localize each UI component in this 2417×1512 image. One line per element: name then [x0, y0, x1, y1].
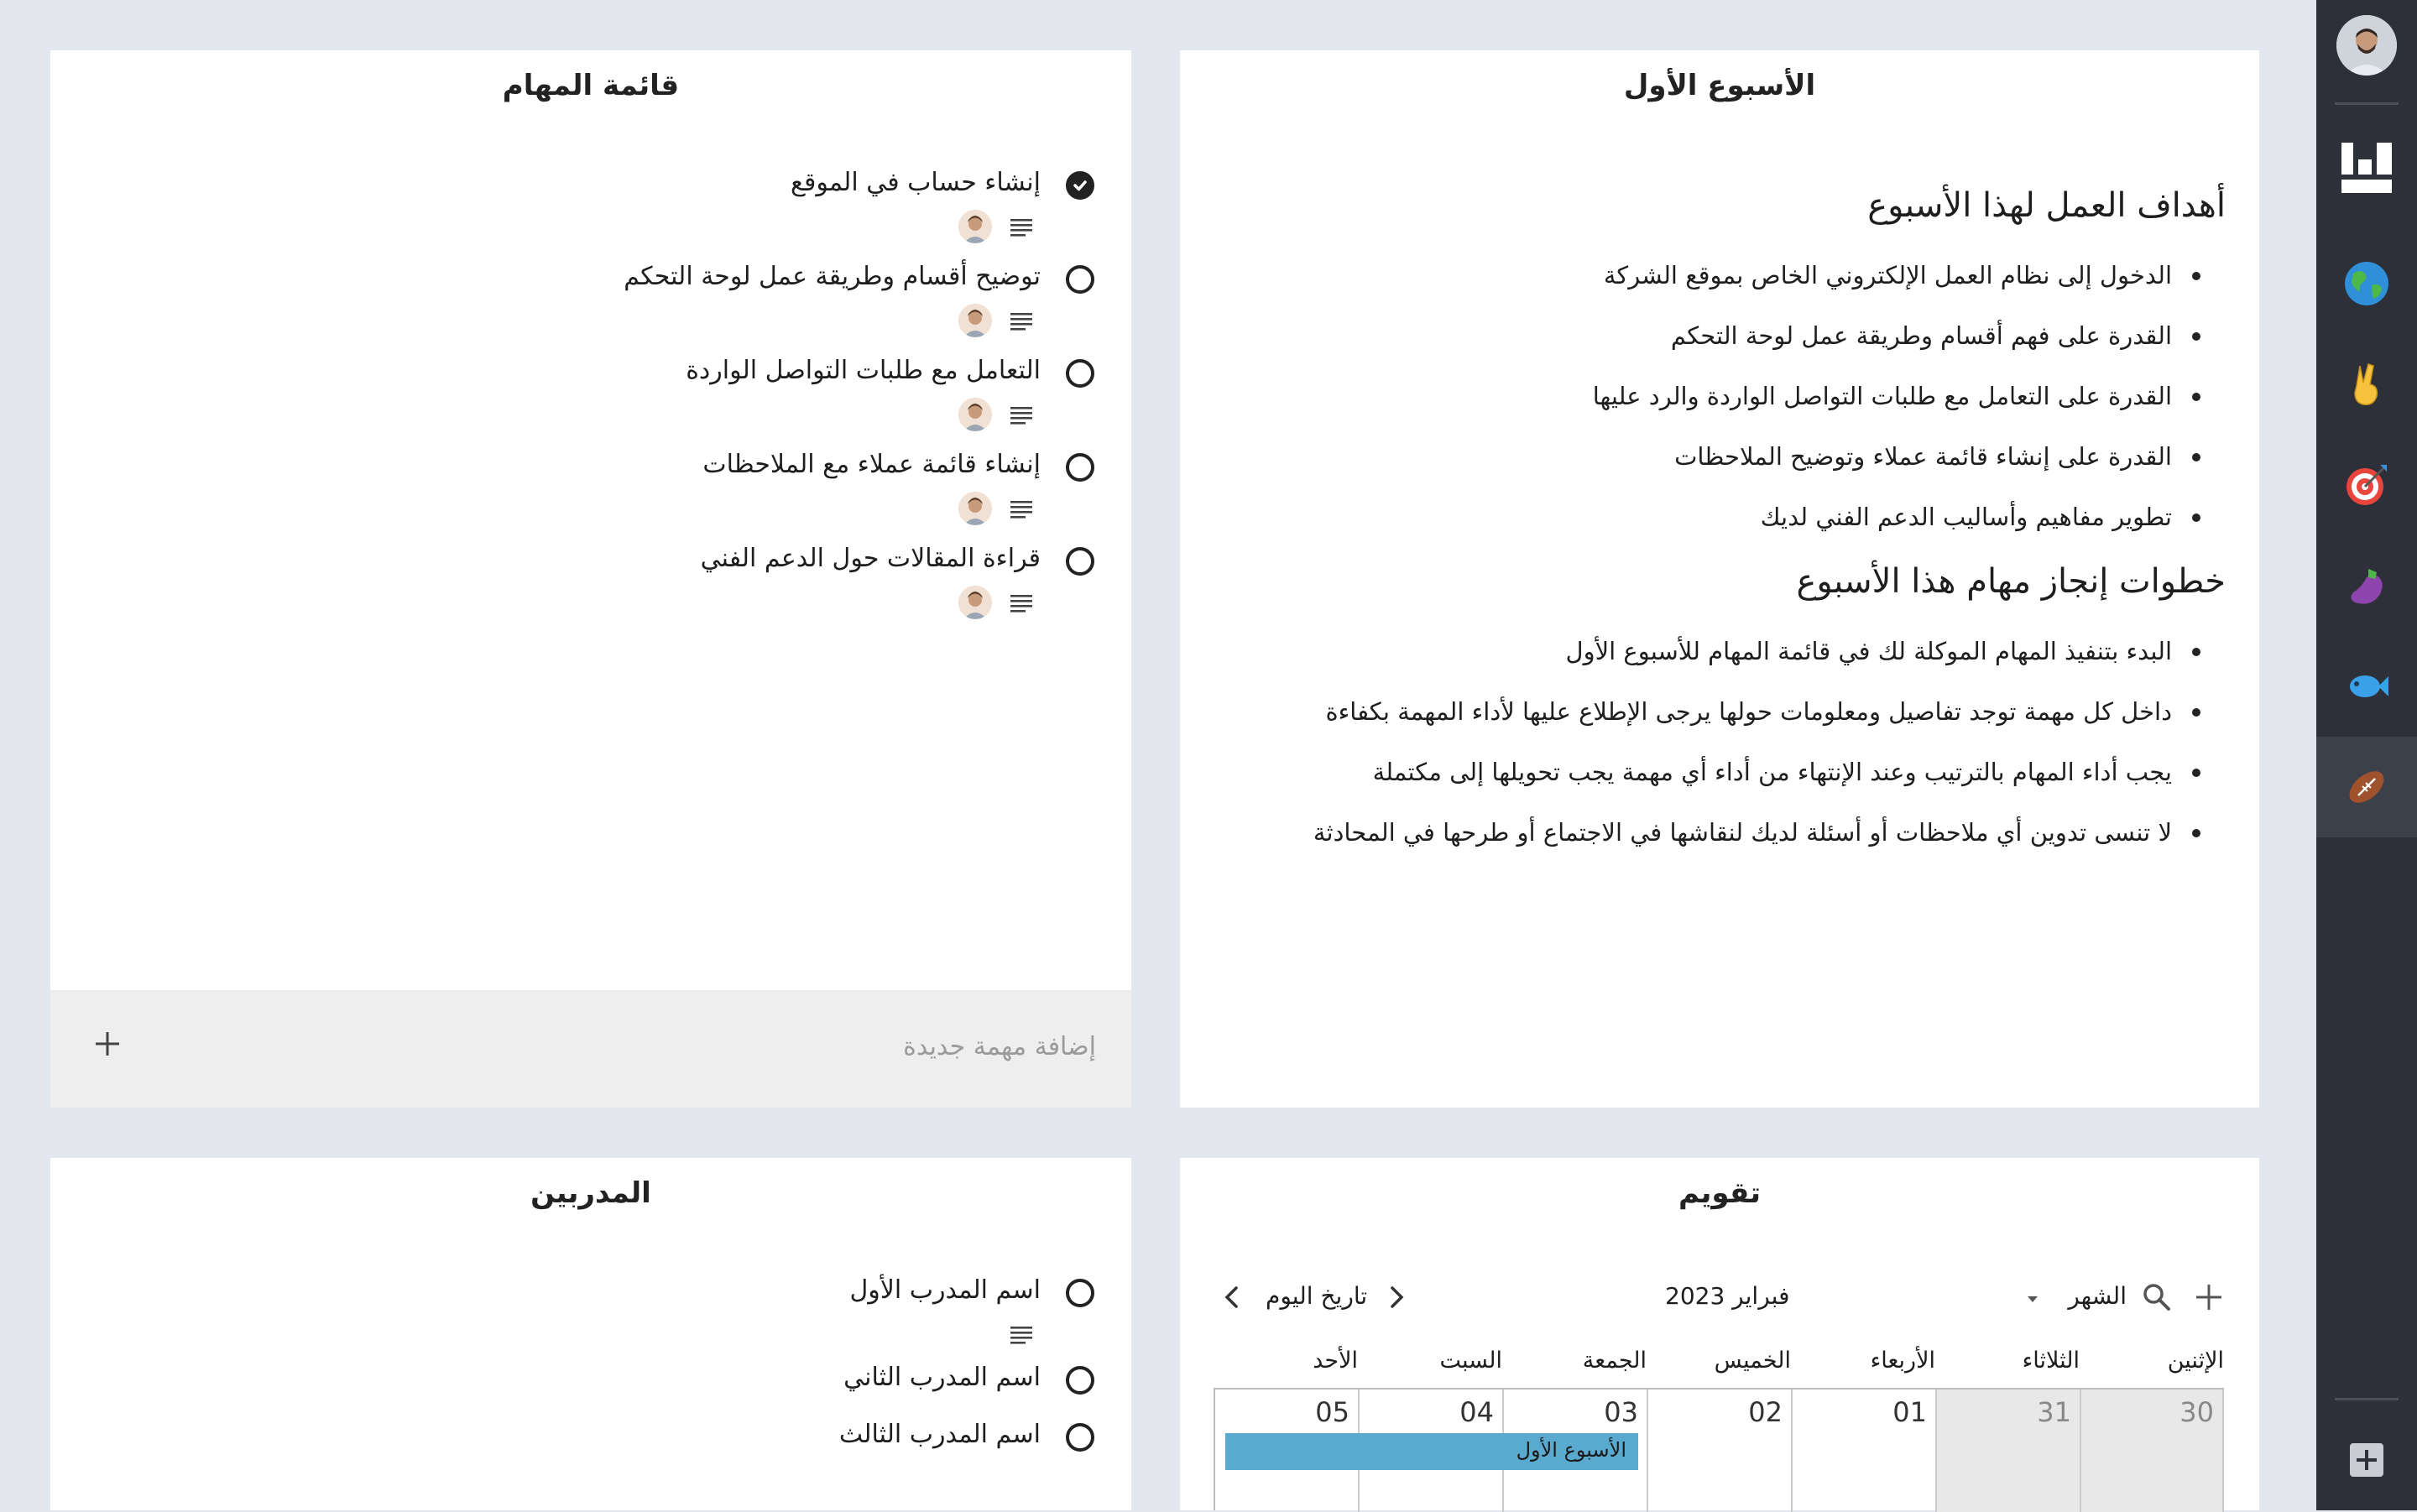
trainers-panel-title: المدربين	[530, 1176, 651, 1210]
user-avatar[interactable]	[2336, 15, 2397, 76]
week-panel	[1180, 50, 2259, 1108]
weekday-label: الإثنين	[2167, 1348, 2224, 1374]
trainer-checkbox[interactable]	[1066, 1279, 1094, 1307]
add-task-bar[interactable]	[50, 990, 1131, 1108]
task-item[interactable]	[50, 450, 1131, 545]
logo-icon	[2340, 141, 2394, 195]
week-panel-title: الأسبوع الأول	[1623, 69, 1816, 102]
day-number: 01	[1892, 1396, 1927, 1428]
sidebar-divider	[2335, 1398, 2399, 1400]
calendar-day-cell[interactable]	[1793, 1389, 1937, 1512]
weekday-header	[1214, 1348, 2224, 1378]
task-checkbox-checked[interactable]	[1066, 171, 1094, 200]
task-item[interactable]	[50, 356, 1131, 451]
calendar-day-cell[interactable]	[1648, 1389, 1793, 1512]
trainer-checkbox[interactable]	[1066, 1423, 1094, 1452]
task-checkbox[interactable]	[1066, 547, 1094, 576]
calendar-day-cell[interactable]	[2081, 1389, 2224, 1512]
view-selector[interactable]	[2023, 1280, 2127, 1314]
weekday-label: الثلاثاء	[2022, 1348, 2080, 1374]
day-number: 31	[2037, 1396, 2071, 1428]
sidebar-item-fish[interactable]	[2316, 636, 2417, 737]
trainer-label[interactable]: اسم المدرب الأول	[849, 1275, 1041, 1305]
notes-icon	[1010, 406, 1032, 425]
calendar-day-cell[interactable]	[1937, 1389, 2081, 1512]
assignee-avatar[interactable]	[958, 398, 992, 431]
plus-square-icon	[2348, 1442, 2385, 1478]
notes-icon	[1010, 1326, 1032, 1344]
notes-icon	[1010, 594, 1032, 613]
notes-icon	[1010, 218, 1032, 237]
plus-icon[interactable]	[91, 1027, 124, 1061]
goal-item: تطوير مفاهيم وأساليب الدعم الفني لديك	[1202, 500, 2226, 560]
goals-heading: أهداف العمل لهذا الأسبوع	[1867, 186, 2226, 225]
tasks-panel-title: قائمة المهام	[502, 69, 680, 102]
assignee-avatar[interactable]	[958, 304, 992, 337]
trainer-label[interactable]: اسم المدرب الثاني	[843, 1363, 1041, 1392]
fish-icon	[2343, 663, 2390, 710]
trainer-label[interactable]: اسم المدرب الثالث	[838, 1420, 1041, 1449]
steps-list	[1202, 634, 2226, 876]
trainers-panel	[50, 1158, 1131, 1510]
weekday-label: الأحد	[1313, 1348, 1358, 1374]
task-label[interactable]: التعامل مع طلبات التواصل الواردة	[686, 356, 1041, 385]
step-item: لا تنسى تدوين أي ملاحظات أو أسئلة لديك لنقاشها في الاجتماع أو طرحها في المحادثة	[1202, 816, 2226, 876]
task-label[interactable]: إنشاء قائمة عملاء مع الملاحظات	[702, 450, 1041, 479]
day-number: 04	[1459, 1396, 1494, 1428]
globe-icon	[2343, 260, 2390, 307]
step-item: داخل كل مهمة توجد تفاصيل ومعلومات حولها يرجى الإطلاع عليها لأداء المهمة بكفاءة	[1202, 695, 2226, 755]
football-icon	[2341, 762, 2392, 812]
task-label[interactable]: قراءة المقالات حول الدعم الفني	[700, 544, 1041, 573]
tasks-panel	[50, 50, 1131, 1108]
calendar-panel-title: تقويم	[1678, 1176, 1761, 1210]
day-number: 30	[2179, 1396, 2214, 1428]
week-doc	[1202, 186, 2226, 876]
task-checkbox[interactable]	[1066, 453, 1094, 482]
caret-down-icon	[2026, 1296, 2039, 1304]
trainer-item[interactable]	[50, 1363, 1131, 1408]
goals-list	[1202, 258, 2226, 560]
task-item[interactable]	[50, 168, 1131, 263]
goal-item: الدخول إلى نظام العمل الإلكتروني الخاص بموقع الشركة	[1202, 258, 2226, 319]
weekday-label: السبت	[1439, 1348, 1502, 1374]
plus-icon[interactable]	[2192, 1280, 2226, 1314]
chevron-right-icon[interactable]	[1385, 1284, 1408, 1311]
task-checkbox[interactable]	[1066, 265, 1094, 294]
sidebar-item-eggplant[interactable]	[2316, 535, 2417, 636]
assignee-avatar[interactable]	[958, 586, 992, 619]
step-item: يجب أداء المهام بالترتيب وعند الإنتهاء من أداء أي مهمة يجب تحويلها إلى مكتملة	[1202, 755, 2226, 816]
chevron-left-icon[interactable]	[1220, 1284, 1244, 1311]
view-selector-label[interactable]: الشهر	[2068, 1282, 2127, 1310]
search-icon[interactable]	[2140, 1280, 2174, 1314]
weekday-label: الجمعة	[1582, 1348, 1647, 1374]
add-space-button[interactable]	[2316, 1410, 2417, 1510]
step-item: البدء بتنفيذ المهام الموكلة لك في قائمة المهام للأسبوع الأول	[1202, 634, 2226, 695]
goal-item: القدرة على التعامل مع طلبات التواصل الواردة والرد عليها	[1202, 379, 2226, 440]
trainer-item[interactable]	[50, 1275, 1131, 1337]
assignee-avatar[interactable]	[958, 210, 992, 243]
task-item[interactable]	[50, 262, 1131, 357]
steps-heading: خطوات إنجاز مهام هذا الأسبوع	[1796, 562, 2226, 601]
goal-item: القدرة على فهم أقسام وطريقة عمل لوحة التحكم	[1202, 319, 2226, 379]
task-label[interactable]: إنشاء حساب في الموقع	[791, 168, 1041, 197]
calendar-event[interactable]	[1225, 1433, 1638, 1470]
sidebar-item-globe[interactable]	[2316, 233, 2417, 334]
trainer-checkbox[interactable]	[1066, 1366, 1094, 1395]
task-item[interactable]	[50, 544, 1131, 639]
target-icon	[2343, 461, 2390, 508]
sidebar-item-football[interactable]	[2316, 737, 2417, 837]
add-task-input[interactable]: إضافة مهمة جديدة	[903, 1032, 1096, 1061]
notes-icon	[1010, 312, 1032, 331]
assignee-avatar[interactable]	[958, 492, 992, 525]
task-label[interactable]: توضيح أقسام وطريقة عمل لوحة التحكم	[624, 262, 1041, 291]
weekday-label: الخميس	[1714, 1348, 1791, 1374]
app-logo[interactable]	[2316, 117, 2417, 218]
sidebar-item-target[interactable]	[2316, 435, 2417, 535]
sidebar-item-victory[interactable]	[2316, 334, 2417, 435]
day-number: 03	[1604, 1396, 1638, 1428]
victory-hand-icon	[2343, 361, 2390, 408]
trainer-item[interactable]	[50, 1420, 1131, 1465]
eggplant-icon	[2343, 562, 2390, 609]
calendar-event-label[interactable]: الأسبوع الأول	[1516, 1438, 1626, 1462]
notes-icon	[1010, 500, 1032, 519]
today-button[interactable]: تاريخ اليوم	[1266, 1282, 1368, 1310]
day-number: 02	[1748, 1396, 1783, 1428]
weekday-label: الأربعاء	[1870, 1348, 1935, 1374]
day-number: 05	[1315, 1396, 1349, 1428]
task-checkbox[interactable]	[1066, 359, 1094, 388]
goal-item: القدرة على إنشاء قائمة عملاء وتوضيح الملاحظات	[1202, 440, 2226, 500]
month-label: فبراير 2023	[1665, 1282, 1790, 1310]
sidebar-divider	[2335, 102, 2399, 105]
app-sidebar	[2316, 0, 2417, 1510]
